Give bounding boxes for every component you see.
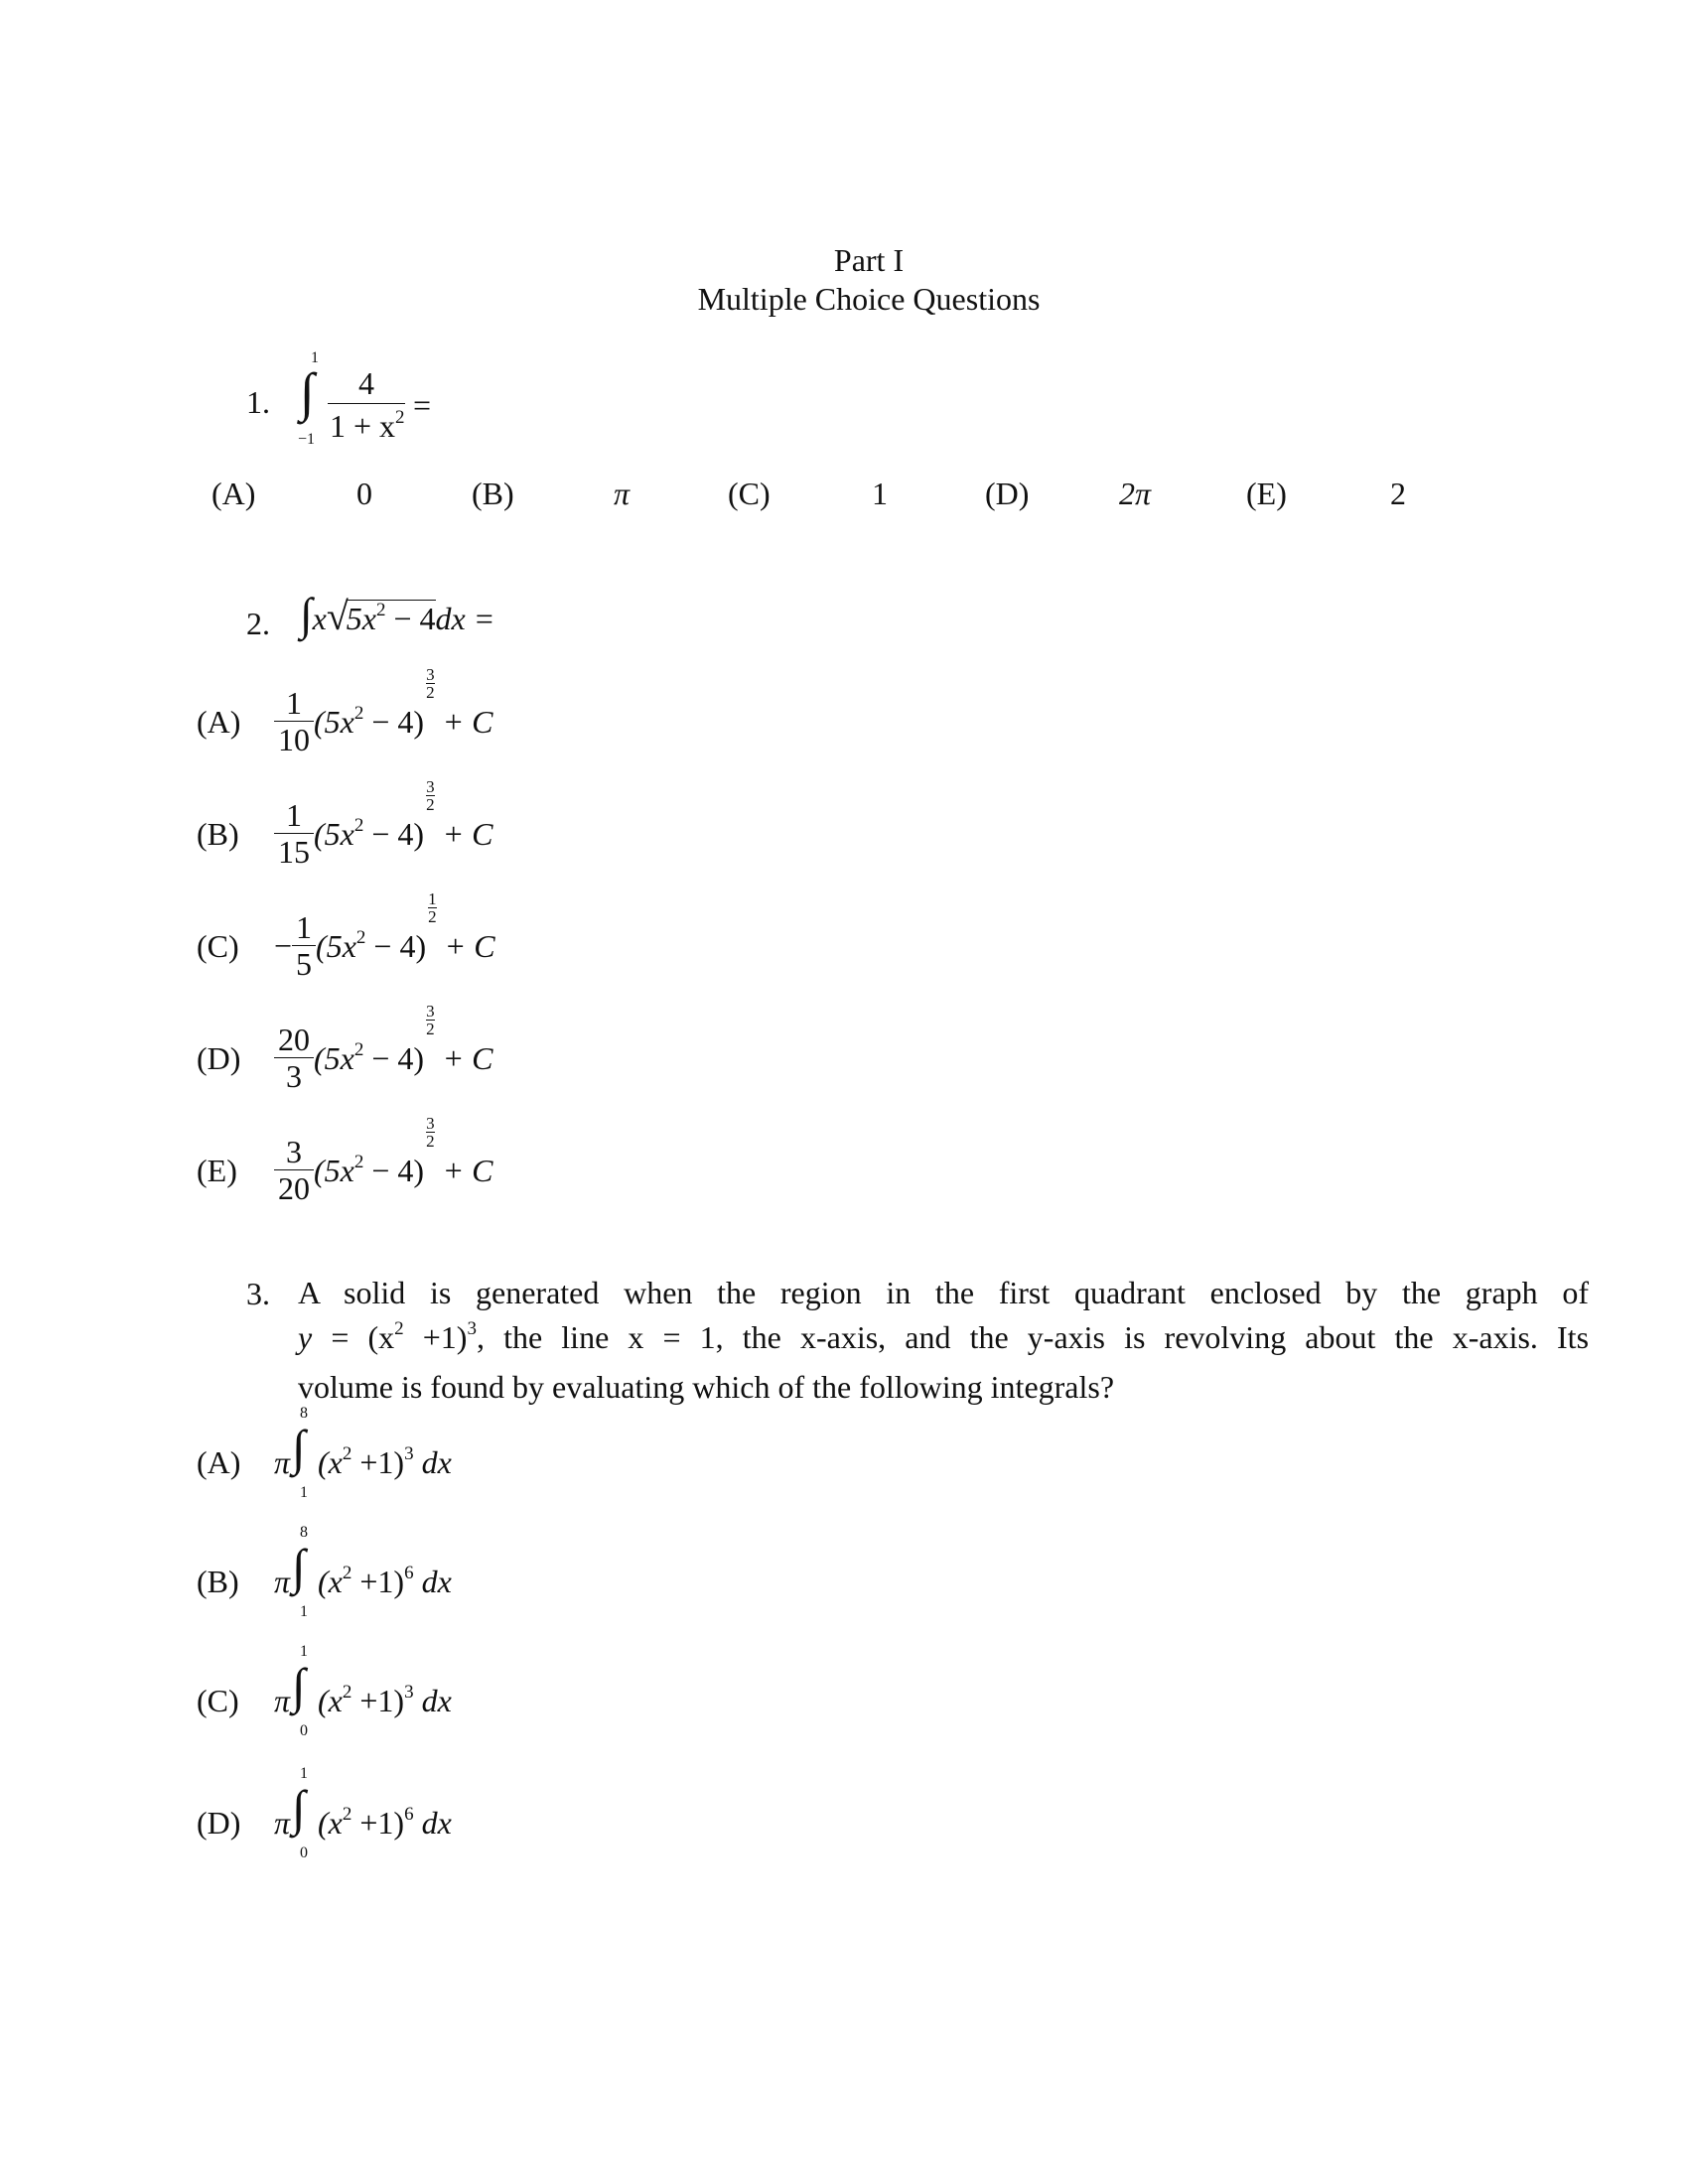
q2-option-a-base: (5x [314,703,354,740]
q3-option-b [197,1524,534,1623]
q1-option-c-value: 1 [872,476,888,511]
q2-option-a-pow-num: 3 [426,665,435,685]
q3-option-a-upper: 8 [300,1405,308,1422]
q1-option-c-letter: (C) [728,476,771,511]
q1-option-e-value: 2 [1390,476,1406,511]
q2-option-e-coefficient [274,1134,314,1206]
q2-option-a-power [426,666,435,701]
q2-option-d-base-rest: − 4) [363,1039,425,1076]
q3-line-2 [298,1315,1589,1365]
q3-option-d-upper: 1 [300,1765,308,1782]
q3-option-d [197,1765,534,1864]
q3-option-c [197,1643,534,1742]
q2-radicand-exp: 2 [375,600,386,620]
q3-option-c-lower: 0 [300,1722,308,1739]
q1-integral-sign: ∫ [300,362,315,422]
q2-option-d [197,1002,493,1094]
q1-number: 1. [246,384,270,420]
q2-option-c-pow-den: 2 [428,907,437,927]
q2-option-c-letter: (C) [197,927,239,964]
q2-option-c-den: 5 [292,945,316,982]
q3-option-d-letter: (D) [197,1805,241,1841]
q3-option-a-pi: π [274,1444,291,1480]
q3-option-c-letter: (C) [197,1683,239,1718]
q2-option-c-tail: + C [444,927,495,964]
q2-integral-sign: ∫ [300,589,313,639]
q2-expression [300,589,495,639]
q3-option-d-integral-sign: ∫ [292,1780,306,1836]
q3-line-2-y: y [298,1319,313,1355]
q3-option-d-base: (x [318,1805,343,1841]
q3-option-c-power: 3 [404,1682,414,1703]
q2-option-d-body [314,1002,493,1076]
q3-option-a-base-exp: 2 [342,1443,352,1464]
q3-line-2-rest: , the line x = 1, the x-axis, and the y-axis is revolving about the x-axis. Its [476,1319,1590,1355]
q2-option-e-tail: + C [442,1152,493,1188]
q3-line-2-exp2: 3 [467,1318,477,1339]
q2-option-c-sign: − [274,927,293,964]
q2-option-c-base-exp: 2 [355,926,366,948]
q2-option-b-pow-num: 3 [426,777,435,797]
q3-option-d-lower: 0 [300,1844,308,1861]
q2-option-a-pow-den: 2 [426,683,435,703]
q2-option-b [197,777,493,870]
q2-prefix: x [312,601,327,636]
q2-option-b-tail: + C [442,815,493,852]
q3-option-a-dx: dx [421,1444,452,1480]
q3-option-a-power: 3 [404,1443,414,1464]
q3-option-a-base-rest: +1) [352,1444,405,1480]
q3-option-b-letter: (B) [197,1564,239,1599]
q2-option-b-base-rest: − 4) [363,815,425,852]
q2-option-e-body [314,1114,493,1188]
q2-radicand-text: 5x [346,601,376,636]
q1-denominator [330,407,405,444]
q2-option-c-coefficient [292,909,316,982]
q3-option-c-body [318,1682,452,1718]
q2-option-e-pow-den: 2 [426,1132,435,1152]
q3-option-b-lower: 1 [300,1603,308,1620]
q1-lower-limit: −1 [298,431,316,448]
q2-option-e-pow-num: 3 [426,1114,435,1134]
q1-option-d-value: 2π [1119,476,1152,511]
q3-option-a-letter: (A) [197,1444,241,1480]
q3-line-2-eq: = (x [312,1319,395,1355]
q1-option-a-letter: (A) [211,476,256,511]
q2-option-e-den: 20 [274,1169,314,1206]
q2-option-b-coefficient [274,797,314,870]
q2-option-b-power [426,778,435,813]
q1-option-b-value: π [614,476,631,511]
q2-number: 2. [246,606,270,641]
q2-option-e-base: (5x [314,1152,354,1188]
q1-denominator-text: 1 + x [330,408,396,444]
q2-option-d-base-exp: 2 [353,1038,364,1060]
q3-option-b-upper: 8 [300,1524,308,1541]
q3-option-c-integral-sign: ∫ [292,1658,306,1713]
q3-option-d-body [318,1804,452,1841]
q2-option-b-base-exp: 2 [353,814,364,836]
q3-option-d-base-rest: +1) [352,1805,405,1841]
q3-option-c-base: (x [318,1683,343,1718]
q3-option-b-pi: π [274,1564,291,1599]
part-title: Part I [833,242,905,278]
q3-number: 3. [246,1276,270,1311]
q2-radical-sign: √ [326,594,349,638]
q2-option-c [197,889,495,982]
q3-line-3: volume is found by evaluating which of the following integrals? [298,1369,1115,1405]
q2-option-d-tail: + C [442,1039,493,1076]
q3-option-a-body [318,1443,452,1480]
q2-option-d-num: 20 [278,1022,310,1057]
q2-option-b-den: 15 [274,833,314,870]
q3-stem [298,1271,1589,1410]
q2-option-a-num: 1 [286,685,302,721]
q2-option-e-base-rest: − 4) [363,1152,425,1188]
q3-option-b-integral-sign: ∫ [292,1539,306,1594]
q2-option-b-letter: (B) [197,815,239,852]
q3-option-d-base-exp: 2 [342,1804,352,1825]
q3-option-d-dx: dx [421,1805,452,1841]
q1-exponent: 2 [395,407,405,428]
q2-radicand [347,600,436,634]
q2-suffix: dx = [435,601,495,636]
q2-option-a-tail: + C [442,703,493,740]
q2-option-d-coefficient [274,1022,314,1094]
q3-option-c-base-rest: +1) [352,1683,405,1718]
q1-equals: = [413,387,432,423]
q2-option-e-num: 3 [286,1134,302,1169]
q2-option-a-letter: (A) [197,703,241,740]
q1-option-b-letter: (B) [472,476,514,511]
q2-option-c-body [316,889,495,964]
q2-option-a-base-exp: 2 [353,702,364,724]
q2-option-a-coefficient [274,685,314,757]
section-subtitle: Multiple Choice Questions [697,281,1041,317]
q2-option-b-num: 1 [286,797,302,833]
q3-option-c-upper: 1 [300,1643,308,1660]
q2-option-e [197,1114,493,1206]
q2-option-c-power [428,890,437,925]
q2-option-a [197,665,493,757]
q2-option-a-den: 10 [274,721,314,757]
q3-option-c-base-exp: 2 [342,1682,352,1703]
q2-radicand-rest: − 4 [385,601,436,636]
q3-option-a-lower: 1 [300,1484,308,1501]
q3-line-2-mid: +1) [403,1319,468,1355]
q2-option-d-letter: (D) [197,1039,241,1076]
q2-option-d-power [426,1003,435,1037]
q1-option-a-value: 0 [356,476,372,511]
q2-option-d-pow-num: 3 [426,1002,435,1022]
q2-option-c-num: 1 [296,909,313,945]
q3-option-b-base-exp: 2 [342,1563,352,1583]
q2-option-b-base: (5x [314,815,354,852]
q3-option-a-integral-sign: ∫ [292,1420,306,1475]
q2-option-e-power [426,1115,435,1150]
q2-option-e-letter: (E) [197,1152,237,1188]
q1-upper-limit: 1 [311,349,319,366]
q3-option-b-power: 6 [404,1563,414,1583]
q3-option-d-power: 6 [404,1804,414,1825]
q3-line-1: A solid is generated when the region in the first quadrant enclosed by the graph of [298,1275,1589,1310]
q3-option-c-dx: dx [421,1683,452,1718]
q1-fraction-bar [328,403,405,404]
q2-option-d-pow-den: 2 [426,1020,435,1039]
q2-option-c-pow-num: 1 [428,889,437,909]
q1-option-e-letter: (E) [1246,476,1287,511]
q1-option-d-letter: (D) [985,476,1030,511]
q3-option-c-pi: π [274,1683,291,1718]
q3-line-2-exp1: 2 [394,1318,404,1339]
q3-option-b-base-rest: +1) [352,1564,405,1599]
q2-option-c-base-rest: − 4) [365,927,427,964]
q3-option-a-base: (x [318,1444,343,1480]
q2-option-a-base-rest: − 4) [363,703,425,740]
q2-option-a-body [314,665,493,740]
q2-option-c-base: (5x [316,927,356,964]
q3-option-a [197,1405,534,1504]
q2-option-d-den: 3 [274,1057,314,1094]
q2-option-b-pow-den: 2 [426,795,435,815]
q3-option-d-pi: π [274,1805,291,1841]
q2-option-b-body [314,777,493,852]
q3-option-b-body [318,1563,452,1599]
q3-option-b-base: (x [318,1564,343,1599]
q3-option-b-dx: dx [421,1564,452,1599]
q2-option-d-base: (5x [314,1039,354,1076]
q2-option-e-base-exp: 2 [353,1151,364,1172]
q1-numerator: 4 [358,365,374,401]
